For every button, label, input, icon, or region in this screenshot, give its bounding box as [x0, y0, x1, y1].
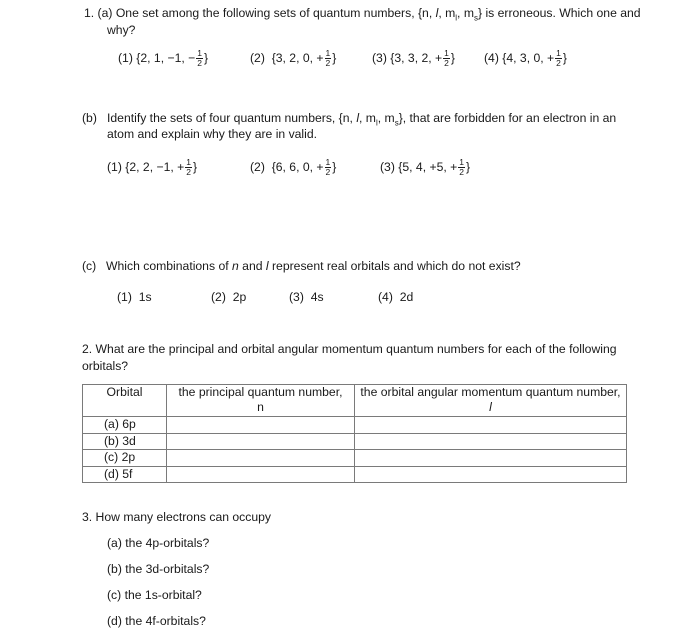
- table-header-row: [83, 385, 627, 417]
- fraction: $\frac{1}{2}$: [459, 157, 464, 177]
- cell-orbital: (a) 6p: [83, 417, 167, 434]
- q2-prompt-line2: orbitals?: [82, 359, 129, 373]
- q1c-label: (c): [82, 259, 97, 273]
- cell-n: [167, 433, 355, 450]
- fraction: $\frac{1}{2}$: [556, 48, 561, 68]
- l-symbol: l: [356, 111, 360, 125]
- q1c-option-2: [211, 290, 246, 304]
- ml-subscript: l: [455, 13, 458, 23]
- option-value: 2p: [232, 290, 247, 304]
- header-orbital: Orbital: [83, 385, 167, 417]
- q1a-text-end: } is erroneous. Which one and: [477, 6, 641, 20]
- option-set: {3, 2, 0, +: [271, 51, 324, 66]
- ms-subscript: s: [473, 13, 478, 23]
- table-row: [83, 417, 627, 434]
- q3-prompt: 3. How many electrons can occupy: [82, 510, 271, 524]
- table-row: [83, 466, 627, 483]
- cell-n: [167, 417, 355, 434]
- q1a-option-4: (4) {4, 3, 0, + $\frac{1}{2}$ }: [484, 48, 567, 68]
- header-angular: the orbital angular momentum quantum number, l: [355, 385, 627, 417]
- fraction: $\frac{1}{2}$: [325, 157, 331, 177]
- fraction: $\frac{1}{2}$: [444, 48, 449, 68]
- table-row: [83, 450, 627, 467]
- cell-l: [355, 466, 627, 483]
- option-label: (1): [107, 160, 122, 175]
- fraction: $\frac{1}{2}$: [186, 157, 191, 177]
- table-row: [83, 433, 627, 450]
- q1b-option-2: (2) {6, 6, 0, + $\frac{1}{2}$ }: [250, 157, 337, 177]
- option-label: (3): [380, 160, 395, 175]
- orbital-table: [82, 384, 627, 483]
- ms-subscript: s: [394, 118, 399, 128]
- q3-item-a: (a) the 4p-orbitals?: [107, 536, 210, 550]
- cell-l: [355, 417, 627, 434]
- option-label: (3): [372, 51, 387, 66]
- q3-item-b: (b) the 3d-orbitals?: [107, 562, 210, 576]
- option-label: (2): [211, 290, 226, 304]
- cell-orbital: (c) 2p: [83, 450, 167, 467]
- l-symbol: l: [435, 6, 439, 20]
- n-symbol: n: [232, 259, 239, 273]
- fraction: $\frac{1}{2}$: [197, 48, 202, 68]
- q1c-text-end: represent real orbitals and which do not exist?: [268, 259, 521, 273]
- l-symbol: l: [265, 259, 269, 273]
- q3-item-c: (c) the 1s-orbital?: [107, 588, 202, 602]
- q3-item-d: (d) the 4f-orbitals?: [107, 614, 206, 628]
- option-set: {5, 4, +5, +: [398, 160, 458, 175]
- option-label: (3): [289, 290, 304, 304]
- q2-prompt: 2. What are the principal and orbital angular momentum quantum numbers for each of the following: [82, 342, 617, 356]
- q1a-option-1: (1) {2, 1, −1, − $\frac{1}{2}$ }: [118, 48, 209, 68]
- q1c-text-mid: and: [238, 259, 266, 273]
- option-label: (4): [484, 51, 499, 66]
- q1a-text-ms: , m: [457, 6, 474, 20]
- q1b-option-1: (1) {2, 2, −1, + $\frac{1}{2}$ }: [107, 157, 198, 177]
- option-set: {2, 2, −1, +: [125, 160, 185, 175]
- q1b-text-ml: , m: [359, 111, 376, 125]
- cell-l: [355, 450, 627, 467]
- q1c-text: Which combinations of: [106, 259, 232, 273]
- q1b-prompt: [107, 111, 616, 127]
- cell-orbital: (d) 5f: [83, 466, 167, 483]
- q1a-text: 1. (a) One set among the following sets of quantum numbers, {n,: [84, 6, 436, 20]
- option-label: (1): [118, 51, 133, 66]
- header-principal: the principal quantum number, n: [167, 385, 355, 417]
- q1b-label: (b): [82, 111, 97, 125]
- option-set: {4, 3, 0, +: [502, 51, 555, 66]
- q1b-text-end: }, that are forbidden for an electron in an: [398, 111, 617, 125]
- q1b-prompt-line2: atom and explain why they are in valid.: [107, 127, 318, 141]
- ml-subscript: l: [375, 118, 378, 128]
- q1a-prompt-line2: why?: [107, 23, 136, 37]
- cell-l: [355, 433, 627, 450]
- q1b-text-ms: , m: [377, 111, 395, 125]
- option-value: 4s: [310, 290, 324, 304]
- option-label: (1): [117, 290, 132, 304]
- q1c-prompt: [106, 259, 521, 273]
- q1c-option-4: [378, 290, 413, 304]
- option-label: (4): [378, 290, 393, 304]
- q1c-option-1: [117, 290, 152, 304]
- cell-n: [167, 466, 355, 483]
- q1a-option-2: (2) {3, 2, 0, + $\frac{1}{2}$ }: [250, 48, 337, 68]
- cell-orbital: (b) 3d: [83, 433, 167, 450]
- fraction: $\frac{1}{2}$: [325, 48, 331, 68]
- option-value: 1s: [138, 290, 152, 304]
- q1a-prompt: [84, 6, 641, 22]
- q1a-text-ml: , m: [438, 6, 456, 20]
- cell-n: [167, 450, 355, 467]
- option-set: {3, 3, 2, +: [390, 51, 443, 66]
- option-value: 2d: [399, 290, 414, 304]
- q1c-option-3: [289, 290, 324, 304]
- q1b-option-3: (3) {5, 4, +5, + $\frac{1}{2}$ }: [380, 157, 471, 177]
- q1a-option-3: (3) {3, 3, 2, + $\frac{1}{2}$ }: [372, 48, 455, 68]
- option-set: {6, 6, 0, +: [271, 160, 324, 175]
- option-label: (2): [250, 160, 265, 175]
- q1b-text: Identify the sets of four quantum numbers, {n,: [107, 111, 357, 125]
- option-set: {2, 1, −1, −: [136, 51, 196, 66]
- option-label: (2): [250, 51, 265, 66]
